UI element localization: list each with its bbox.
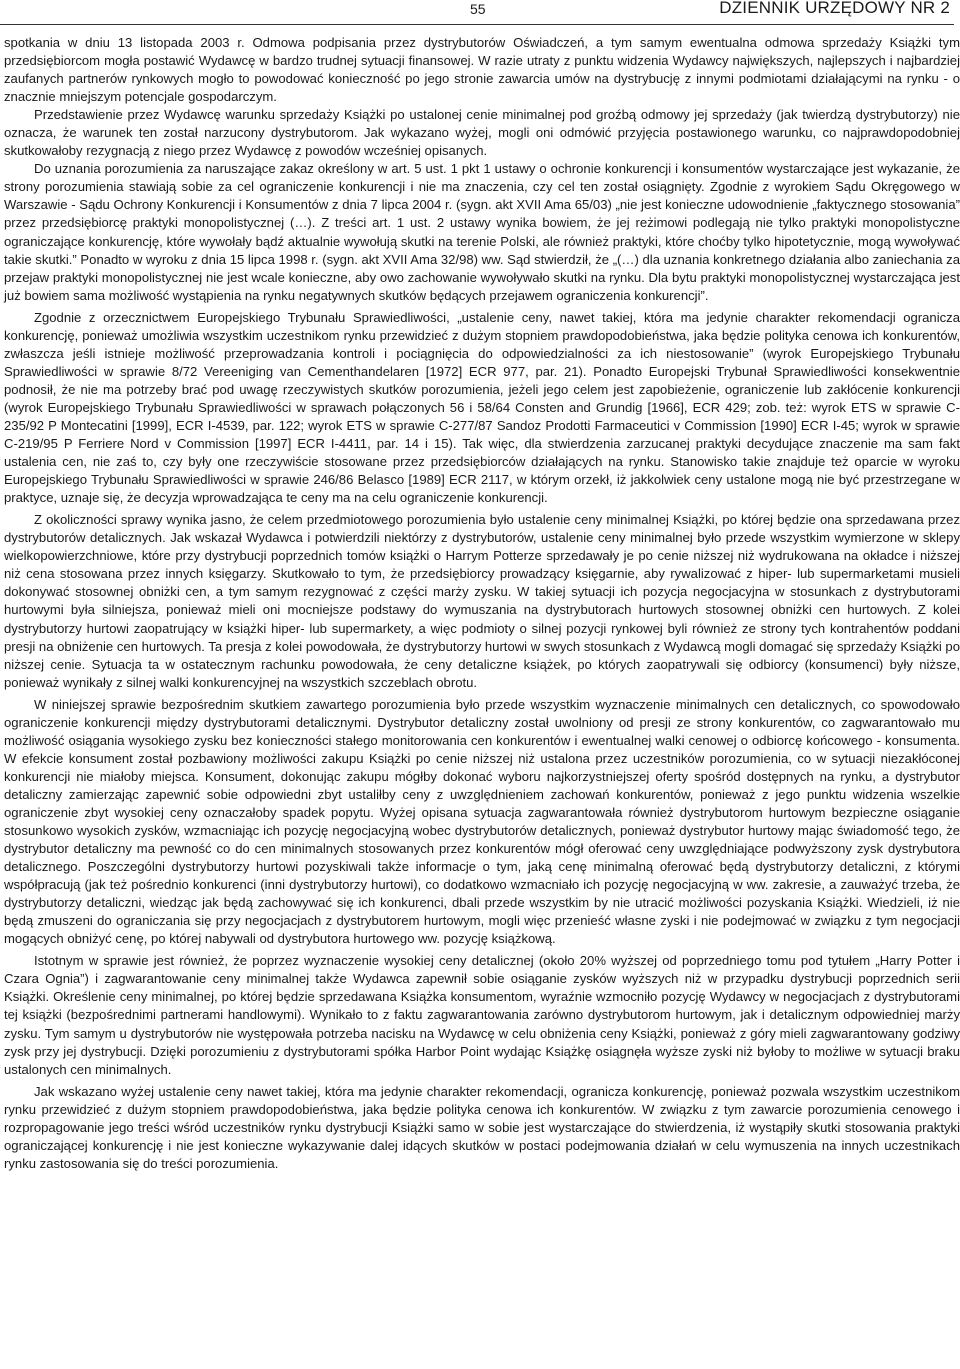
page-header: [0, 0, 960, 30]
journal-title: DZIENNIK URZĘDOWY NR 2: [719, 0, 950, 17]
page-number: 55: [470, 1, 486, 17]
paragraph: W niniejszej sprawie bezpośrednim skutkiem zawartego porozumienia było przede wszystkim wyznaczenie minimalnych cen detalicznych, co spowodowało ograniczenie konkurencji między dystrybutorami detalicznymi. Dystrybutor detaliczny został uwolniony od presji ze strony konkurentów, co zagwarantowało mu możliwość osiągania wysokiego zysku bez konieczności stałego monitorowania cen konkurentów i ewentualnej walki cenowej o odbiorcę końcowego - konsumenta. W efekcie konsument został pozbawiony możliwości zakupu Książki po cenie niższej niż ustalona przez uczestników porozumienia, co w sytuacji niezakłóconej konkurencji nie miałoby miejsca. Konsument, dokonując zakupu mógłby dokonać wyboru najkorzystniejszej oferty spośród dostępnych na rynku, a dystrybutor detaliczny zamierzając zapewnić sobie odpowiedni zbyt ustaliłby ceny z uwzględnieniem zachowań konkurentów, ponieważ z jego punktu widzenia wszelkie ograniczenie zbyt wysokiej ceny oznaczałoby spadek popytu. Wyżej opisana sytuacja zagwarantowała również dystrybutorom hurtowym bezpieczne osiąganie stosunkowo wysokich zysków, wzmacniając ich pozycję negocjacyjną wobec dystrybutorów detalicznych, ponieważ dystrybutor hurtowy mając świadomość tego, że dystrybutor detaliczny ma pewność co do cen minimalnych stosowanych przez konkurentów mógł oferować ceny uwzględniające podwyższony zysk dystrybutora detalicznego. Poszczególni dystrybutorzy hurtowi pozyskiwali także informacje o tym, jaką cenę minimalną oferować będą dystrybutorzy detaliczni, z którymi współpracują (jak też pośrednio konkurenci (inni dystrybutorzy hurtowi), co dodatkowo wzmacniało ich pozycję negocjacyjną w ww. zakresie, a zauważyć trzeba, że dystrybutorzy detaliczni, wiedząc jak będą zachowywać się ich konkurenci, dbali przede wszystkim by nie utracić możliwości pozyskania Książki. Wiedzieli, iż nie będą zmuszeni do ograniczania się przy negocjacjach z dystrybutorem hurtowym, mogli więc przenieść własne zyski i nie podejmować w związku z tym negocjacji mogących obniżyć cenę, po której nabywali od dystrybutora hurtowego ww. pozycję książkową.: [4, 696, 960, 947]
paragraph: Jak wskazano wyżej ustalenie ceny nawet takiej, która ma jedynie charakter rekomendacji, ogranicza konkurencję, ponieważ pozwala wszystkim uczestnikom rynku przewidzieć z dużym stopniem prawdopodobieństwa, jaka będzie polityka cenowa ich konkurentów. W związku z tym zawarcie porozumienia cenowego i rozpropagowanie jego treści wśród uczestników rynku dystrybucji Książki samo w sobie jest wystarczające do stwierdzenia, iż wystąpiły skutki stosowania praktyki ograniczającej konkurencję i nie jest konieczne wykazywanie dalej idących skutków w postaci podejmowania działań w celu wymuszenia na innych uczestnikach rynku zastosowania się do treści porozumienia.: [4, 1083, 960, 1171]
paragraph: Z okoliczności sprawy wynika jasno, że celem przedmiotowego porozumienia było ustalenie ceny minimalnej Książki, po której będzie ona sprzedawana przez dystrybutorów detalicznych. Jak wskazał Wydawca i potwierdzili niektórzy z dystrybutorów, ustalenie ceny minimalnej było przede wszystkim wymierzone w sklepy wielkopowierzchniowe, które przy dystrybucji poprzednich tomów książki o Harrym Potterze sprzedawały je po cenie niższej niż wydrukowana na okładce i niższej niż cena stosowana przez innych księgarzy. Skutkowało to tym, że przedsiębiorcy prowadzący księgarnie, aby rywalizować z hiper- lub supermarketami musieli dokonywać stosownej obniżki cen, a tym samym rezygnować z części marży zysku. W takiej sytuacji ich pozycja negocjacyjna w stosunkach z dystrybutorami hurtowymi była silniejsza, ponieważ mieli oni mocniejsze podstawy do wymuszania na dystrybutorach hurtowych stosownej obniżki cen hurtowych. Z kolei dystrybutorzy hurtowi zaopatrujący w książki hiper- lub supermarkety, a więc podmioty o silnej pozycji rynkowej byli również ze strony tych kontrahentów poddani presji na obniżenie cen hurtowych. Ta presja z kolei powodowała, że dystrybutorzy hurtowi w swych stosunkach z Wydawcą mogli domagać się sprzedaży Książki po niższej cenie. Sytuacja ta w ostatecznym rachunku powodowała, że ceny detaliczne książek, po których zaopatrywali się odbiorcy (konsumenci) były niższe, ponieważ wynikały z silnej walki konkurencyjnej na wszystkich szczeblach obrotu.: [4, 512, 960, 690]
header-rule: [0, 24, 954, 25]
paragraph: Do uznania porozumienia za naruszające zakaz określony w art. 5 ust. 1 pkt 1 ustawy o ochronie konkurencji i konsumentów wystarczające jest wykazanie, że strony porozumienia stawiają sobie za cel ograniczenie konkurencji i nie ma znaczenia, czy cel ten został osiągnięty. Zgodnie z wyrokiem Sądu Okręgowego w Warszawie - Sądu Ochrony Konkurencji i Konsumentów z dnia 7 lipca 2004 r. (sygn. akt XVII Ama 65/03) „nie jest konieczne udowodnienie „faktycznego stosowania” przez przedsiębiorcę praktyki monopolistycznej (…). Z treści art. 1 ust. 2 ustawy wynika bowiem, że jej reżimowi podlegają nie tylko praktyki monopolistyczne ograniczające konkurencję, które wywołały bądź aktualnie wywołują skutki na terenie Polski, ale również praktyki, które choćby tylko hipotetycznie, mogą wywoływać takie skutki.” Ponadto w wyroku z dnia 15 lipca 1998 r. (sygn. akt XVII Ama 32/98) ww. Sąd stwierdził, że „(…) dla uznania konkretnego działania albo zaniechania za przejaw praktyki monopolistycznej nie jest wcale konieczne, aby owo zachowanie wywoływało skutki na rynku. Dla bytu praktyki monopolistycznej wystarczająca jest już bowiem sama możliwość wystąpienia na rynku negatywnych skutków będących przejawem ograniczenia konkurencji”.: [4, 161, 960, 303]
paragraph: spotkania w dniu 13 listopada 2003 r. Odmowa podpisania przez dystrybutorów Oświadczeń, a tym samym ewentualna odmowa sprzedaży Książki tym przedsiębiorcom mogła postawić Wydawcę w bardzo trudnej sytuacji finansowej. W razie utraty z punktu widzenia Wydawcy największych, najlepszych i najbardziej zaufanych partnerów rynkowych mogło to powodować konieczność po jego stronie zawarcia umów na dystrybucję z innymi podmiotami działającymi na rynku - o znacznie mniejszym potencjale gospodarczym.: [4, 35, 960, 105]
paragraph: Zgodnie z orzecznictwem Europejskiego Trybunału Sprawiedliwości, „ustalenie ceny, nawet takiej, która ma jedynie charakter rekomendacji ogranicza konkurencję, ponieważ umożliwia wszystkim uczestnikom rynku przewidzieć z dużym stopniem prawdopodobieństwa, jaka będzie polityka cenowa ich konkurentów, zwłaszcza jeśli istnieje możliwość przeprowadzania kontroli i pociągnięcia do odpowiedzialności za ich niestosowanie” (wyrok Europejskiego Trybunału Sprawiedliwości w sprawie 8/72 Vereeniging van Cementhandelaren [1972] ECR 977, par. 21). Ponadto Europejski Trybunał Sprawiedliwości konsekwentnie podnosił, że nie ma potrzeby brać pod uwagę rzeczywistych skutków porozumienia, jeżeli jego celem jest zapobieżenie, ograniczenie lub zakłócenie konkurencji (wyrok Europejskiego Trybunału Sprawiedliwości w sprawach połączonych 56 i 58/64 Consten and Grundig [1966], ECR 429; zob. też: wyrok ETS w sprawie C-235/92 P Montecatini [1999], ECR I-4539, par. 122; wyrok ETS w sprawie C-277/87 Sandoz Prodotti Farmaceutici v Commission [1990] ECR I-45; wyrok w sprawie C-219/95 P Ferriere Nord v Commission [1997] ECR I-4411, par. 14 i 15). Tak więc, dla stwierdzenia zarzucanej praktyki decydujące znaczenie ma sam fakt ustalenia cen, nie zaś to, czy były one rzeczywiście stosowane przez przedsiębiorców działających na rynku. Stanowisko takie znajduje też oparcie w wyroku Europejskiego Trybunału Sprawiedliwości w sprawie 246/86 Belasco [1989] ECR 2117, w którym orzekł, iż jakkolwiek ceny ustalone mogą nie być przestrzegane w praktyce, uznaje się, że decyzja wprowadzająca te ceny ma na celu ograniczenie konkurencji.: [4, 309, 960, 506]
paragraph: Istotnym w sprawie jest również, że poprzez wyznaczenie wysokiej ceny detalicznej (około 20% wyższej od poprzedniego tomu pod tytułem „Harry Potter i Czara Ognia”) i zagwarantowanie ceny minimalnej także Wydawca zapewnił sobie osiąganie zysków wyższych niż w przypadku dystrybucji poprzednich serii Książki. Określenie ceny minimalnej, po której będzie sprzedawana Książka konsumentom, wyraźnie wzmocniło pozycję Wydawcy w negocjacjach z dystrybutorami tej książki (bezpośrednimi partnerami handlowymi). Wynikało to z faktu zagwarantowania zarówno dystrybutorom hurtowym, jak i detalicznym odpowiedniej marży zysku. Tym samym u dystrybutorów nie występowała potrzeba nacisku na Wydawcę w celu obniżenia ceny Książki, ponieważ z góry mieli zagwarantowany godziwy zysk przy jej dystrybucji. Dzięki porozumieniu z dystrybutorami spółka Harbor Point wydając Książkę osiągnęła wyższe zyski niż byłoby to możliwe w sytuacji braku ustalonych cen minimalnych.: [4, 953, 960, 1077]
body-text: [4, 34, 960, 1173]
paragraph: Przedstawienie przez Wydawcę warunku sprzedaży Książki po ustalonej cenie minimalnej pod groźbą odmowy jej sprzedaży (jak twierdzą dystrybutorzy) nie oznacza, że warunek ten został narzucony dystrybutorom. Jak wykazano wyżej, mogli oni odmówić przyjęcia postawionego warunku, co najprawdopodobniej skutkowałoby rezygnacją z niego przez Wydawcę z powodów wcześniej opisanych.: [4, 107, 960, 159]
